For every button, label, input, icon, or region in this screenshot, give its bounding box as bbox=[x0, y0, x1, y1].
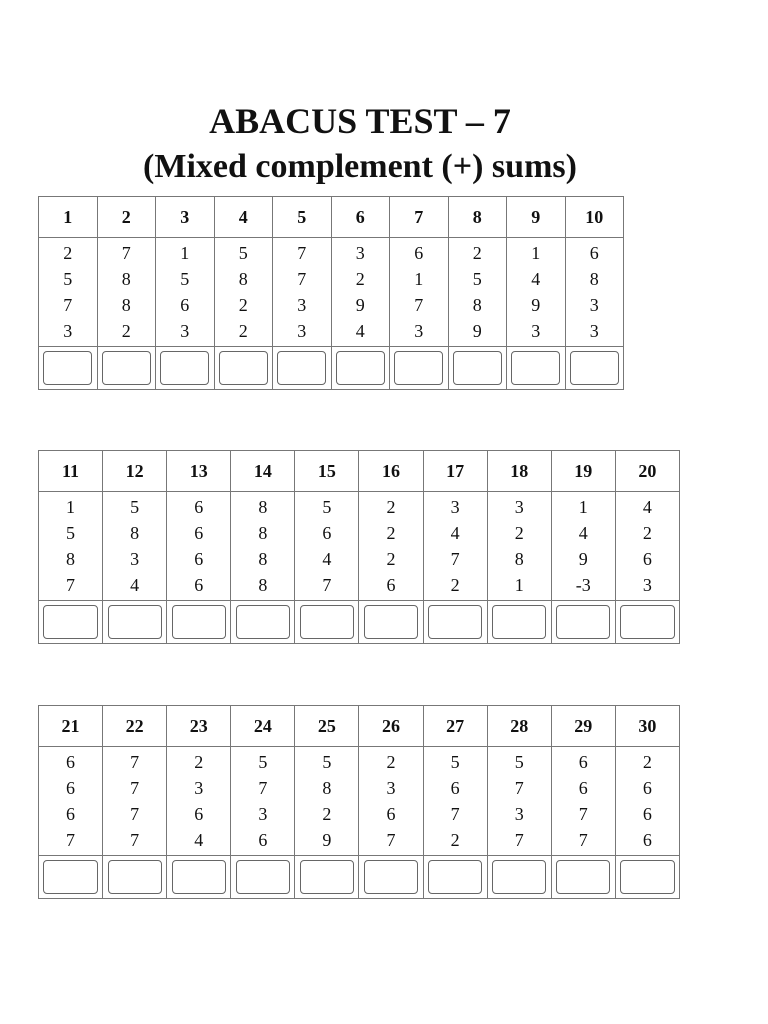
answer-cell bbox=[551, 856, 615, 899]
question-number: 15 bbox=[295, 451, 359, 492]
answer-box[interactable] bbox=[43, 605, 97, 639]
question-value: 3 bbox=[258, 804, 268, 824]
question-values-cell bbox=[97, 238, 156, 347]
question-value: 2 bbox=[450, 830, 460, 850]
question-number: 13 bbox=[167, 451, 231, 492]
question-values-cell bbox=[487, 747, 551, 856]
answer-cell bbox=[214, 347, 273, 390]
answer-box[interactable] bbox=[102, 351, 151, 385]
question-values-cell bbox=[39, 238, 98, 347]
question-values-cell bbox=[423, 492, 487, 601]
question-values-row bbox=[39, 238, 624, 347]
question-values-cell bbox=[615, 747, 679, 856]
question-table-2 bbox=[38, 450, 680, 644]
answer-box[interactable] bbox=[453, 351, 502, 385]
answer-row bbox=[39, 601, 680, 644]
question-value: 6 bbox=[66, 778, 76, 798]
answer-box[interactable] bbox=[108, 605, 162, 639]
question-value: 3 bbox=[63, 321, 73, 341]
question-number: 17 bbox=[423, 451, 487, 492]
question-value: 7 bbox=[450, 549, 460, 569]
question-number: 24 bbox=[231, 706, 295, 747]
question-number: 7 bbox=[390, 197, 449, 238]
question-value: 6 bbox=[642, 830, 652, 850]
answer-box[interactable] bbox=[336, 351, 385, 385]
question-value: 1 bbox=[578, 497, 588, 517]
question-value: 3 bbox=[589, 321, 599, 341]
question-values-cell bbox=[565, 238, 624, 347]
answer-cell bbox=[231, 601, 295, 644]
answer-cell bbox=[156, 347, 215, 390]
question-value: 8 bbox=[238, 269, 248, 289]
answer-box[interactable] bbox=[364, 860, 418, 894]
question-value: 2 bbox=[322, 804, 332, 824]
question-value: 7 bbox=[514, 778, 524, 798]
answer-cell bbox=[103, 856, 167, 899]
answer-box[interactable] bbox=[277, 351, 326, 385]
question-value: 8 bbox=[258, 575, 268, 595]
question-value: 7 bbox=[578, 830, 588, 850]
answer-cell bbox=[565, 347, 624, 390]
answer-cell bbox=[167, 856, 231, 899]
question-value: 9 bbox=[322, 830, 332, 850]
question-value: 4 bbox=[578, 523, 588, 543]
question-value: 7 bbox=[450, 804, 460, 824]
question-values-cell bbox=[103, 492, 167, 601]
question-value: 5 bbox=[238, 243, 248, 263]
question-value: 7 bbox=[66, 830, 76, 850]
question-number: 26 bbox=[359, 706, 423, 747]
question-values-row bbox=[39, 747, 680, 856]
answer-box[interactable] bbox=[172, 860, 226, 894]
question-value: 2 bbox=[386, 497, 396, 517]
question-value: 7 bbox=[514, 830, 524, 850]
question-value: 3 bbox=[297, 295, 307, 315]
question-value: 7 bbox=[297, 243, 307, 263]
question-value: 3 bbox=[589, 295, 599, 315]
question-values-cell bbox=[615, 492, 679, 601]
answer-box[interactable] bbox=[219, 351, 268, 385]
answer-box[interactable] bbox=[43, 860, 97, 894]
question-value: 5 bbox=[514, 752, 524, 772]
question-value: 9 bbox=[355, 295, 365, 315]
question-value: 6 bbox=[386, 804, 396, 824]
answer-box[interactable] bbox=[492, 605, 546, 639]
question-number: 12 bbox=[103, 451, 167, 492]
answer-box[interactable] bbox=[236, 860, 290, 894]
question-value: -3 bbox=[575, 575, 591, 595]
question-values-cell bbox=[487, 492, 551, 601]
question-value: 9 bbox=[578, 549, 588, 569]
question-values-cell bbox=[295, 492, 359, 601]
question-values-cell bbox=[359, 747, 423, 856]
question-value: 6 bbox=[450, 778, 460, 798]
question-value: 8 bbox=[514, 549, 524, 569]
question-value: 5 bbox=[180, 269, 190, 289]
question-value: 6 bbox=[578, 752, 588, 772]
question-values-cell bbox=[167, 747, 231, 856]
answer-box[interactable] bbox=[364, 605, 418, 639]
question-value: 6 bbox=[66, 752, 76, 772]
question-value: 5 bbox=[66, 523, 76, 543]
question-value: 3 bbox=[514, 497, 524, 517]
question-value: 6 bbox=[578, 778, 588, 798]
answer-box[interactable] bbox=[236, 605, 290, 639]
question-table-3 bbox=[38, 705, 680, 899]
question-number-row bbox=[39, 197, 624, 238]
question-value: 4 bbox=[355, 321, 365, 341]
question-number: 6 bbox=[331, 197, 390, 238]
question-value: 2 bbox=[238, 321, 248, 341]
question-value: 1 bbox=[414, 269, 424, 289]
question-value: 4 bbox=[322, 549, 332, 569]
question-value: 5 bbox=[63, 269, 73, 289]
question-value: 5 bbox=[258, 752, 268, 772]
question-value: 6 bbox=[194, 497, 204, 517]
question-value: 6 bbox=[66, 804, 76, 824]
question-value: 3 bbox=[355, 243, 365, 263]
question-value: 6 bbox=[642, 778, 652, 798]
question-values-cell bbox=[331, 238, 390, 347]
question-value: 5 bbox=[130, 497, 140, 517]
answer-cell bbox=[487, 601, 551, 644]
question-value: 5 bbox=[322, 752, 332, 772]
question-value: 8 bbox=[322, 778, 332, 798]
page-subtitle: (Mixed complement (+) sums) bbox=[143, 148, 577, 185]
answer-box[interactable] bbox=[556, 605, 610, 639]
question-values-cell bbox=[390, 238, 449, 347]
question-value: 7 bbox=[322, 575, 332, 595]
answer-box[interactable] bbox=[492, 860, 546, 894]
question-value: 6 bbox=[194, 804, 204, 824]
question-value: 7 bbox=[386, 830, 396, 850]
answer-cell bbox=[295, 601, 359, 644]
question-values-cell bbox=[156, 238, 215, 347]
question-values-cell bbox=[39, 747, 103, 856]
question-value: 7 bbox=[297, 269, 307, 289]
question-value: 7 bbox=[414, 295, 424, 315]
question-number: 4 bbox=[214, 197, 273, 238]
question-number: 8 bbox=[448, 197, 507, 238]
answer-box[interactable] bbox=[108, 860, 162, 894]
answer-cell bbox=[359, 856, 423, 899]
question-value: 6 bbox=[322, 523, 332, 543]
answer-box[interactable] bbox=[300, 860, 354, 894]
question-value: 8 bbox=[258, 497, 268, 517]
question-value: 4 bbox=[531, 269, 541, 289]
question-value: 2 bbox=[450, 575, 460, 595]
answer-cell bbox=[507, 347, 566, 390]
answer-cell bbox=[615, 601, 679, 644]
question-value: 1 bbox=[531, 243, 541, 263]
question-value: 7 bbox=[578, 804, 588, 824]
question-number: 1 bbox=[39, 197, 98, 238]
question-values-cell bbox=[103, 747, 167, 856]
answer-cell bbox=[295, 856, 359, 899]
answer-cell bbox=[39, 856, 103, 899]
question-values-cell bbox=[551, 492, 615, 601]
question-value: 8 bbox=[258, 523, 268, 543]
question-table-1 bbox=[38, 196, 624, 390]
question-number: 5 bbox=[273, 197, 332, 238]
question-value: 4 bbox=[130, 575, 140, 595]
question-value: 6 bbox=[386, 575, 396, 595]
question-value: 3 bbox=[414, 321, 424, 341]
question-value: 7 bbox=[66, 575, 76, 595]
question-number: 28 bbox=[487, 706, 551, 747]
question-value: 2 bbox=[642, 752, 652, 772]
answer-box[interactable] bbox=[300, 605, 354, 639]
question-values-cell bbox=[295, 747, 359, 856]
question-number: 23 bbox=[167, 706, 231, 747]
answer-box[interactable] bbox=[428, 605, 482, 639]
answer-box[interactable] bbox=[556, 860, 610, 894]
question-value: 5 bbox=[472, 269, 482, 289]
question-value: 3 bbox=[297, 321, 307, 341]
question-value: 6 bbox=[589, 243, 599, 263]
question-value: 1 bbox=[180, 243, 190, 263]
question-value: 6 bbox=[194, 523, 204, 543]
question-value: 3 bbox=[642, 575, 652, 595]
question-value: 1 bbox=[514, 575, 524, 595]
answer-cell bbox=[423, 601, 487, 644]
question-values-cell bbox=[448, 238, 507, 347]
question-value: 6 bbox=[642, 549, 652, 569]
answer-box[interactable] bbox=[394, 351, 443, 385]
question-values-cell bbox=[551, 747, 615, 856]
answer-cell bbox=[39, 601, 103, 644]
question-value: 2 bbox=[472, 243, 482, 263]
question-number: 3 bbox=[156, 197, 215, 238]
question-value: 3 bbox=[194, 778, 204, 798]
question-number: 30 bbox=[615, 706, 679, 747]
question-value: 4 bbox=[642, 497, 652, 517]
question-number: 20 bbox=[615, 451, 679, 492]
answer-cell bbox=[448, 347, 507, 390]
question-number: 22 bbox=[103, 706, 167, 747]
question-value: 5 bbox=[322, 497, 332, 517]
answer-box[interactable] bbox=[570, 351, 619, 385]
question-number: 10 bbox=[565, 197, 624, 238]
question-number: 11 bbox=[39, 451, 103, 492]
question-values-cell bbox=[231, 747, 295, 856]
question-value: 3 bbox=[130, 549, 140, 569]
answer-box[interactable] bbox=[172, 605, 226, 639]
question-value: 8 bbox=[472, 295, 482, 315]
question-value: 6 bbox=[642, 804, 652, 824]
question-value: 7 bbox=[130, 830, 140, 850]
answer-box[interactable] bbox=[43, 351, 92, 385]
question-number: 21 bbox=[39, 706, 103, 747]
question-number: 27 bbox=[423, 706, 487, 747]
answer-box[interactable] bbox=[428, 860, 482, 894]
answer-cell bbox=[231, 856, 295, 899]
question-number: 9 bbox=[507, 197, 566, 238]
question-value: 3 bbox=[180, 321, 190, 341]
question-values-cell bbox=[167, 492, 231, 601]
question-value: 2 bbox=[386, 752, 396, 772]
answer-cell bbox=[390, 347, 449, 390]
question-value: 6 bbox=[258, 830, 268, 850]
question-value: 7 bbox=[121, 243, 131, 263]
answer-box[interactable] bbox=[511, 351, 560, 385]
question-value: 7 bbox=[130, 804, 140, 824]
question-number: 2 bbox=[97, 197, 156, 238]
answer-cell bbox=[97, 347, 156, 390]
question-value: 6 bbox=[414, 243, 424, 263]
page-title: ABACUS TEST – 7 bbox=[209, 101, 511, 141]
answer-cell bbox=[167, 601, 231, 644]
question-values-cell bbox=[273, 238, 332, 347]
question-value: 8 bbox=[66, 549, 76, 569]
question-value: 2 bbox=[121, 321, 131, 341]
question-value: 4 bbox=[450, 523, 460, 543]
answer-box[interactable] bbox=[620, 860, 674, 894]
answer-cell bbox=[615, 856, 679, 899]
question-values-cell bbox=[507, 238, 566, 347]
question-value: 3 bbox=[386, 778, 396, 798]
question-values-cell bbox=[231, 492, 295, 601]
question-value: 3 bbox=[531, 321, 541, 341]
question-value: 7 bbox=[130, 752, 140, 772]
answer-row bbox=[39, 856, 680, 899]
answer-cell bbox=[331, 347, 390, 390]
question-value: 2 bbox=[238, 295, 248, 315]
question-value: 8 bbox=[258, 549, 268, 569]
question-value: 9 bbox=[531, 295, 541, 315]
question-number: 29 bbox=[551, 706, 615, 747]
question-value: 3 bbox=[450, 497, 460, 517]
question-value: 3 bbox=[514, 804, 524, 824]
answer-box[interactable] bbox=[620, 605, 674, 639]
question-values-cell bbox=[359, 492, 423, 601]
question-value: 9 bbox=[472, 321, 482, 341]
question-number: 19 bbox=[551, 451, 615, 492]
question-number: 16 bbox=[359, 451, 423, 492]
question-value: 2 bbox=[514, 523, 524, 543]
question-value: 8 bbox=[121, 269, 131, 289]
question-value: 5 bbox=[450, 752, 460, 772]
question-values-cell bbox=[39, 492, 103, 601]
answer-cell bbox=[39, 347, 98, 390]
question-number-row bbox=[39, 451, 680, 492]
answer-cell bbox=[103, 601, 167, 644]
question-value: 4 bbox=[194, 830, 204, 850]
answer-cell bbox=[359, 601, 423, 644]
question-value: 8 bbox=[589, 269, 599, 289]
question-values-cell bbox=[423, 747, 487, 856]
question-value: 2 bbox=[386, 523, 396, 543]
question-value: 7 bbox=[130, 778, 140, 798]
question-value: 2 bbox=[194, 752, 204, 772]
question-value: 1 bbox=[66, 497, 76, 517]
question-value: 6 bbox=[194, 575, 204, 595]
question-value: 7 bbox=[63, 295, 73, 315]
answer-cell bbox=[423, 856, 487, 899]
question-number-row bbox=[39, 706, 680, 747]
answer-cell bbox=[551, 601, 615, 644]
question-values-row bbox=[39, 492, 680, 601]
answer-box[interactable] bbox=[160, 351, 209, 385]
question-value: 6 bbox=[180, 295, 190, 315]
question-number: 25 bbox=[295, 706, 359, 747]
question-number: 14 bbox=[231, 451, 295, 492]
answer-cell bbox=[487, 856, 551, 899]
question-value: 2 bbox=[386, 549, 396, 569]
question-value: 8 bbox=[121, 295, 131, 315]
question-value: 6 bbox=[194, 549, 204, 569]
question-value: 8 bbox=[130, 523, 140, 543]
question-value: 7 bbox=[258, 778, 268, 798]
question-number: 18 bbox=[487, 451, 551, 492]
question-value: 2 bbox=[642, 523, 652, 543]
answer-row bbox=[39, 347, 624, 390]
question-value: 2 bbox=[63, 243, 73, 263]
question-value: 2 bbox=[355, 269, 365, 289]
answer-cell bbox=[273, 347, 332, 390]
question-values-cell bbox=[214, 238, 273, 347]
